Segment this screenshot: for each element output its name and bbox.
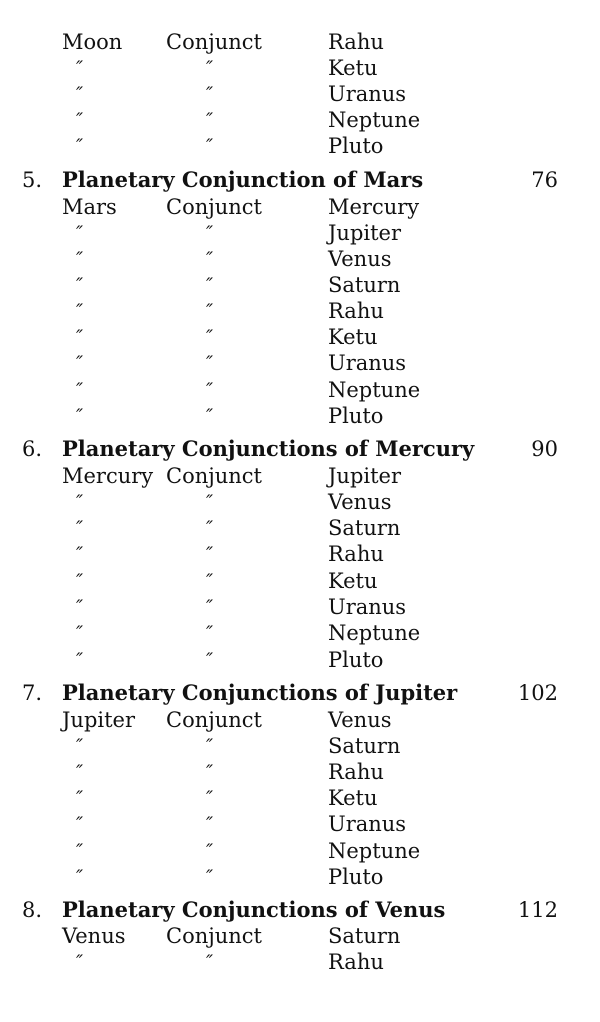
conjunction-row [0,707,600,733]
ditto-mark: ″ [76,491,84,513]
ditto-mark: ″ [76,787,84,809]
conjunct-planet: Rahu [328,542,384,566]
conjunction-row [0,324,600,350]
page-number: 102 [517,681,558,705]
ditto-mark: ″ [206,109,214,131]
ditto-mark: ″ [206,83,214,105]
section-heading [0,680,600,706]
section-title: Planetary Conjunctions of Venus [62,897,446,922]
conjunction-row [0,733,600,759]
section-number: 6. [22,437,43,461]
conjunct-planet: Ketu [328,569,378,593]
conjunct-planet: Saturn [328,516,401,540]
section-heading [0,167,600,193]
ditto-mark: ″ [206,405,214,427]
conjunct-planet: Pluto [328,404,384,428]
conjunction-row [0,620,600,646]
ditto-mark: ″ [76,761,84,783]
ditto-mark: ″ [76,596,84,618]
conjunct-planet: Uranus [328,351,407,375]
planet-name: Jupiter [62,708,136,732]
ditto-mark: ″ [206,222,214,244]
planet-name: Mercury [62,464,154,488]
ditto-mark: ″ [206,274,214,296]
conjunction-row [0,220,600,246]
ditto-mark: ″ [76,622,84,644]
conjunction-row [0,350,600,376]
conjunction-row [0,463,600,489]
conjunction-row [0,55,600,81]
section-heading [0,897,600,923]
section-title: Planetary Conjunctions of Mercury [62,436,475,461]
conjunction-row [0,759,600,785]
planet-name: Mars [62,195,117,219]
ditto-mark: ″ [76,840,84,862]
section-heading [0,436,600,462]
relation-label: Conjunct [166,464,262,488]
ditto-mark: ″ [206,491,214,513]
conjunct-planet: Saturn [328,273,401,297]
ditto-mark: ″ [206,813,214,835]
conjunction-row [0,923,600,949]
ditto-mark: ″ [76,866,84,888]
ditto-mark: ″ [76,352,84,374]
conjunct-planet: Neptune [328,378,421,402]
conjunct-planet: Rahu [328,30,384,54]
relation-label: Conjunct [166,195,262,219]
conjunct-planet: Pluto [328,865,384,889]
conjunct-planet: Saturn [328,734,401,758]
conjunction-row [0,811,600,837]
conjunct-planet: Neptune [328,108,421,132]
conjunct-planet: Pluto [328,648,384,672]
planet-name: Venus [62,924,126,948]
conjunct-planet: Jupiter [328,464,402,488]
ditto-mark: ″ [206,300,214,322]
page-number: 90 [531,437,558,461]
conjunction-row [0,107,600,133]
conjunct-planet: Pluto [328,134,384,158]
conjunction-row [0,246,600,272]
ditto-mark: ″ [76,222,84,244]
conjunction-row [0,194,600,220]
ditto-mark: ″ [206,517,214,539]
relation-label: Conjunct [166,708,262,732]
conjunct-planet: Rahu [328,950,384,974]
conjunction-row [0,29,600,55]
ditto-mark: ″ [206,866,214,888]
ditto-mark: ″ [76,813,84,835]
section-title: Planetary Conjunctions of Jupiter [62,680,458,705]
ditto-mark: ″ [76,109,84,131]
ditto-mark: ″ [206,570,214,592]
ditto-mark: ″ [76,379,84,401]
ditto-mark: ″ [76,951,84,973]
conjunct-planet: Uranus [328,82,407,106]
relation-label: Conjunct [166,924,262,948]
page-number: 112 [517,898,558,922]
section-number: 5. [22,168,43,192]
ditto-mark: ″ [76,570,84,592]
section-number: 8. [22,898,43,922]
conjunction-row [0,838,600,864]
conjunction-row [0,647,600,673]
relation-label: Conjunct [166,30,262,54]
ditto-mark: ″ [206,761,214,783]
conjunct-planet: Venus [328,708,392,732]
conjunction-row [0,272,600,298]
ditto-mark: ″ [76,649,84,671]
ditto-mark: ″ [206,735,214,757]
ditto-mark: ″ [76,543,84,565]
ditto-mark: ″ [76,300,84,322]
ditto-mark: ″ [76,326,84,348]
ditto-mark: ″ [206,543,214,565]
conjunction-row [0,568,600,594]
ditto-mark: ″ [76,405,84,427]
ditto-mark: ″ [206,57,214,79]
conjunction-row [0,864,600,890]
section-title: Planetary Conjunction of Mars [62,167,424,192]
conjunct-planet: Uranus [328,812,407,836]
ditto-mark: ″ [206,326,214,348]
conjunct-planet: Neptune [328,621,421,645]
ditto-mark: ″ [206,379,214,401]
conjunct-planet: Venus [328,247,392,271]
conjunction-row [0,515,600,541]
ditto-mark: ″ [206,787,214,809]
ditto-mark: ″ [76,135,84,157]
conjunct-planet: Saturn [328,924,401,948]
conjunct-planet: Venus [328,490,392,514]
conjunction-row [0,81,600,107]
ditto-mark: ″ [206,596,214,618]
ditto-mark: ″ [76,274,84,296]
conjunction-row [0,403,600,429]
ditto-mark: ″ [206,352,214,374]
conjunct-planet: Rahu [328,760,384,784]
ditto-mark: ″ [206,649,214,671]
conjunction-row [0,377,600,403]
conjunction-row [0,594,600,620]
conjunction-row [0,541,600,567]
conjunct-planet: Ketu [328,786,378,810]
conjunction-row [0,949,600,975]
ditto-mark: ″ [206,135,214,157]
conjunct-planet: Rahu [328,299,384,323]
ditto-mark: ″ [76,517,84,539]
conjunction-row [0,298,600,324]
ditto-mark: ″ [206,248,214,270]
conjunction-row [0,133,600,159]
conjunct-planet: Ketu [328,325,378,349]
ditto-mark: ″ [76,83,84,105]
ditto-mark: ″ [76,735,84,757]
ditto-mark: ″ [206,840,214,862]
ditto-mark: ″ [76,57,84,79]
conjunct-planet: Ketu [328,56,378,80]
planet-name: Moon [62,30,123,54]
section-number: 7. [22,681,43,705]
ditto-mark: ″ [206,622,214,644]
conjunction-row [0,785,600,811]
conjunct-planet: Neptune [328,839,421,863]
conjunct-planet: Jupiter [328,221,402,245]
conjunction-row [0,489,600,515]
conjunct-planet: Uranus [328,595,407,619]
page-number: 76 [531,168,558,192]
conjunct-planet: Mercury [328,195,420,219]
ditto-mark: ″ [76,248,84,270]
ditto-mark: ″ [206,951,214,973]
